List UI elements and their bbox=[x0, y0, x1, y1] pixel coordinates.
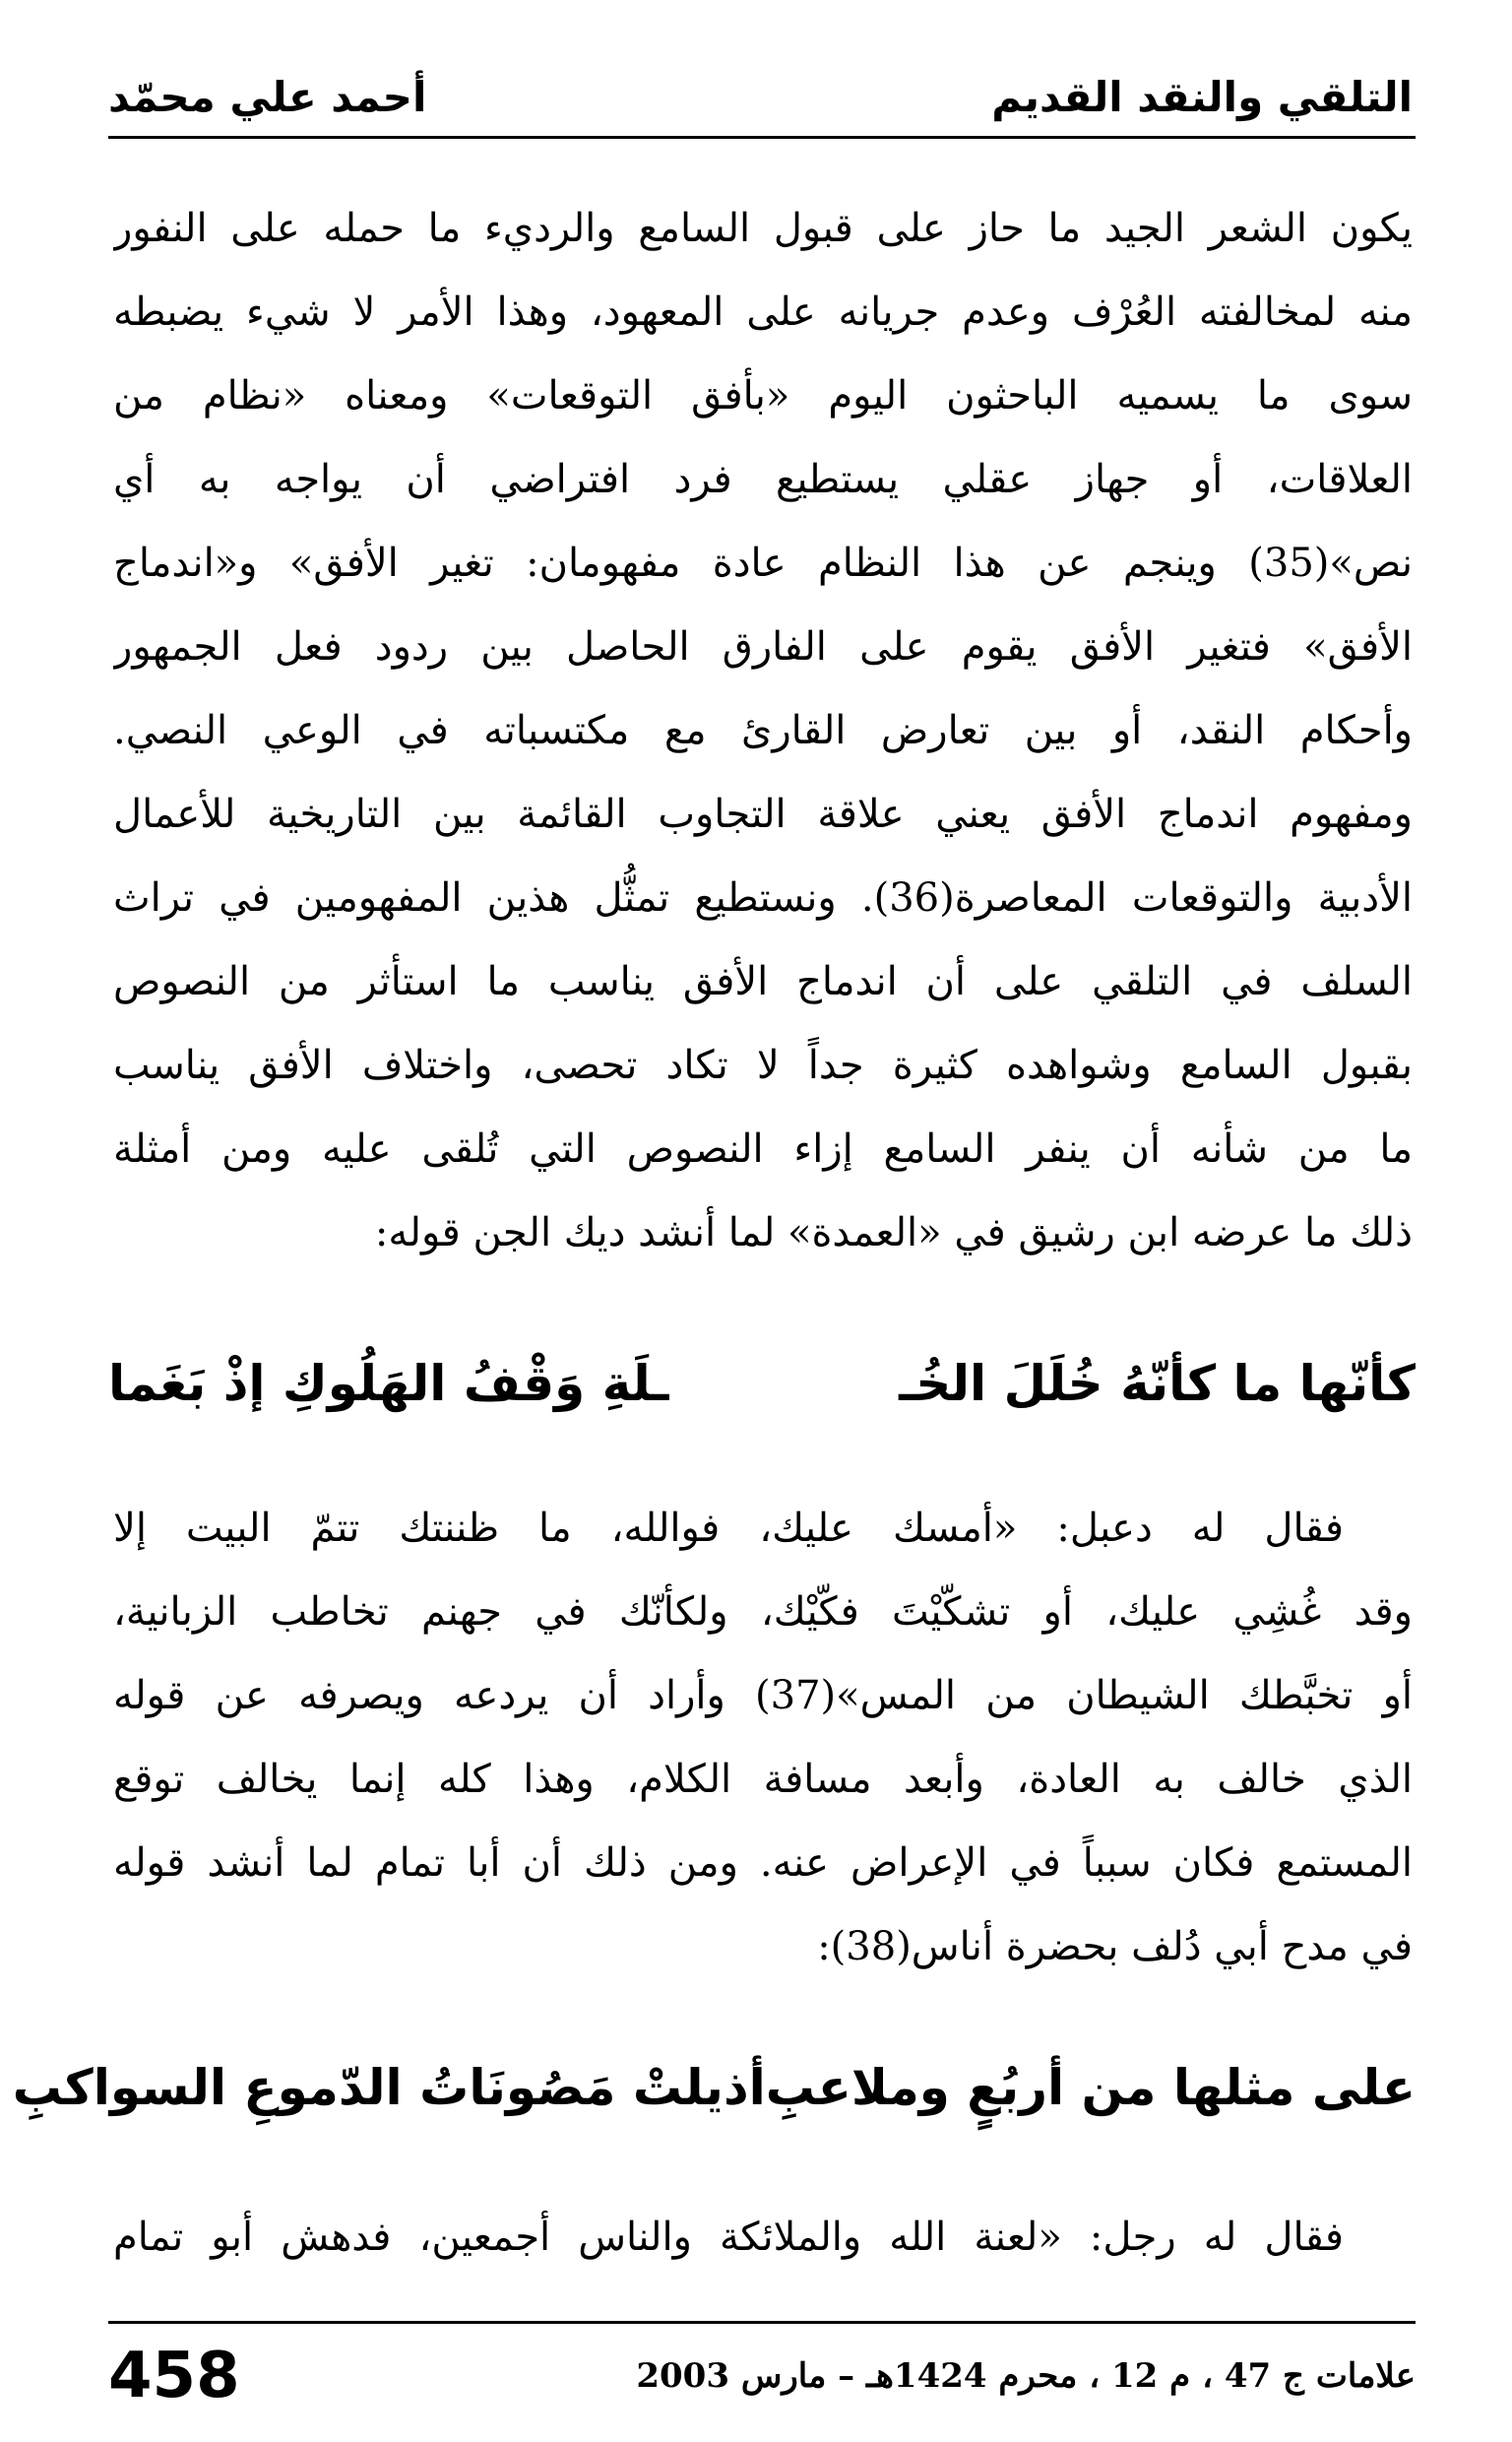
text-line: في مدح أبي دُلف بحضرة أناس(38): bbox=[817, 1924, 1413, 1969]
text-line: منه لمخالفته العُرْف وعدم جريانه على المعهود، وهذا الأمر لا شيء يضبطه bbox=[113, 289, 1413, 335]
text-line: فقال له دعبل: «أمسك عليك، فوالله، ما ظننتك تتمّ البيت إلا bbox=[113, 1506, 1344, 1551]
verse-first-hemistich: على مثلها من أربُعٍ وملاعبِ bbox=[765, 2059, 1416, 2116]
text-line: العلاقات، أو جهاز عقلي يستطيع فرد افتراضي أن يواجه به أي bbox=[113, 457, 1413, 502]
verse-second-hemistich: ـلَةِ وَقْفُ الهَلُوكِ إذْ بَغَما bbox=[108, 1355, 669, 1412]
body-paragraph-2 bbox=[113, 1487, 1413, 1989]
text-line: السلف في التلقي على أن اندماج الأفق يناسب ما استأثر من النصوص bbox=[113, 959, 1413, 1004]
text-line: الذي خالف به العادة، وأبعد مسافة الكلام، وهذا كله إنما يخالف توقع bbox=[113, 1757, 1413, 1802]
verse-second-hemistich: أذيلتْ مَصُونَاتُ الدّموعِ السواكبِ bbox=[12, 2059, 766, 2116]
footer-rule bbox=[108, 2321, 1416, 2324]
poetry-verse-2 bbox=[12, 2038, 1416, 2137]
text-line: سوى ما يسميه الباحثون اليوم «بأفق التوقعات» ومعناه «نظام من bbox=[113, 373, 1413, 418]
text-line: بقبول السامع وشواهده كثيرة جداً لا تكاد تحصى، واختلاف الأفق يناسب bbox=[113, 1043, 1413, 1088]
header-rule bbox=[108, 136, 1416, 139]
text-line: ما من شأنه أن ينفر السامع إزاء النصوص التي تُلقى عليه ومن أمثلة bbox=[113, 1126, 1413, 1172]
chapter-title: التلقي والنقد القديم bbox=[991, 72, 1413, 121]
text-line: أو تخبَّطك الشيطان من المس»(37) وأراد أن يردعه ويصرفه عن قوله bbox=[113, 1673, 1413, 1718]
text-line: فقال له رجل: «لعنة الله والملائكة والناس أجمعين، فدهش أبو تمام bbox=[113, 2215, 1344, 2260]
running-header bbox=[108, 57, 1413, 136]
text-line: الأدبية والتوقعات المعاصرة(36). ونستطيع تمثُّل هذين المفهومين في تراث bbox=[113, 875, 1413, 921]
author-name: أحمد علي محمّد bbox=[108, 72, 427, 121]
text-line: نص»(35) وينجم عن هذا النظام عادة مفهومان: تغير الأفق» و«اندماج bbox=[113, 541, 1413, 586]
text-line: وقد غُشِي عليك، أو تشكّيْتَ فكّيْك، ولكأنّك في جهنم تخاطب الزبانية، bbox=[113, 1589, 1413, 1635]
poetry-verse-1 bbox=[108, 1334, 1416, 1433]
body-paragraph-3 bbox=[113, 2196, 1413, 2280]
verse-first-hemistich: كأنّها ما كأنّهُ خُلَلَ الخُـ bbox=[899, 1355, 1416, 1412]
text-line: ومفهوم اندماج الأفق يعني علاقة التجاوب القائمة بين التاريخية للأعمال bbox=[113, 792, 1413, 837]
page-number: 458 bbox=[108, 2340, 240, 2412]
text-line: يكون الشعر الجيد ما حاز على قبول السامع والرديء ما حمله على النفور bbox=[113, 206, 1413, 251]
text-line: الأفق» فتغير الأفق يقوم على الفارق الحاصل بين ردود فعل الجمهور bbox=[113, 624, 1413, 670]
journal-issue-info: علامات ج 47 ، م 12 ، محرم 1424هـ – مارس 2003 bbox=[636, 2356, 1416, 2396]
text-line: ذلك ما عرضه ابن رشيق في «العمدة» لما أنشد ديك الجن قوله: bbox=[374, 1210, 1413, 1255]
body-paragraph-1 bbox=[113, 187, 1413, 1275]
page-footer bbox=[108, 2342, 1416, 2410]
text-line: المستمع فكان سبباً في الإعراض عنه. ومن ذلك أن أبا تمام لما أنشد قوله bbox=[113, 1840, 1413, 1886]
text-line: وأحكام النقد، أو بين تعارض القارئ مع مكتسباته في الوعي النصي. bbox=[113, 708, 1413, 753]
